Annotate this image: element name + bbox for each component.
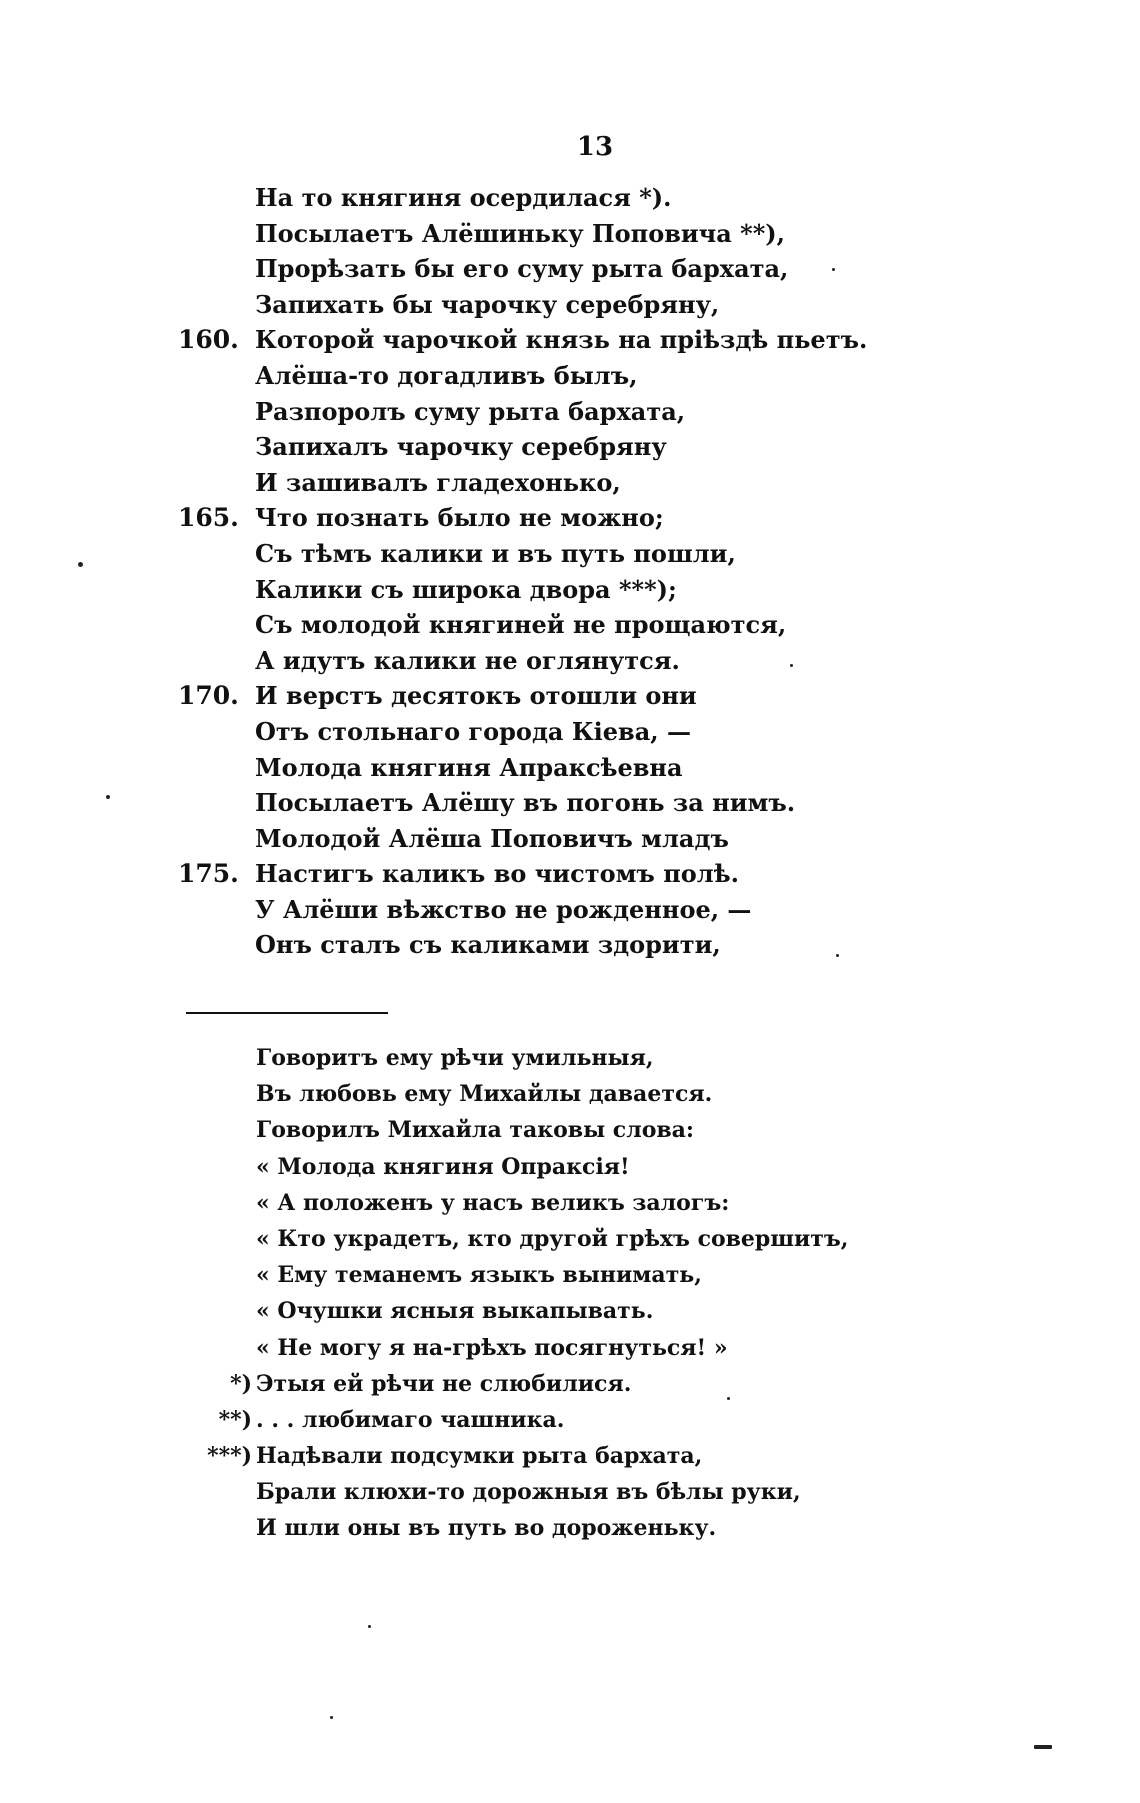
footnote-line — [0, 1366, 1140, 1402]
line-number: 160. — [178, 325, 239, 355]
footnote-text: Брали клюхи-то дорожныя въ бѣлы руки, — [256, 1479, 801, 1506]
scan-speck — [330, 1716, 333, 1719]
verse-line — [0, 216, 1140, 252]
footnote-line — [0, 1257, 1140, 1293]
footnote-mark: **) — [218, 1406, 252, 1433]
verse-text: А идутъ калики не оглянутся. — [255, 645, 680, 675]
verse-line — [0, 927, 1140, 963]
verse-text: Посылаетъ Алёшиньку Поповича **), — [255, 218, 785, 248]
line-number: 170. — [178, 681, 239, 711]
scan-speck — [1034, 1745, 1052, 1749]
footnote-text: « Ему теманемъ языкъ вынимать, — [256, 1262, 702, 1289]
verse-text: Что познать было не можно; — [255, 503, 664, 533]
footnote-text: Говоритъ ему рѣчи умильныя, — [256, 1045, 654, 1071]
verse-line — [0, 750, 1140, 786]
verse-text: Съ молодой княгиней не прощаются, — [255, 610, 787, 640]
verse-line — [0, 536, 1140, 572]
verse-text: Калики съ широка двора ***); — [255, 574, 677, 604]
verse-text: И верстъ десятокъ отошли они — [255, 681, 697, 711]
line-number: 165. — [178, 503, 239, 533]
footnote-text: « Очушки ясныя выкапывать. — [256, 1298, 654, 1325]
footnote-line — [0, 1185, 1140, 1221]
verse-text: Разпоролъ суму рыта бархата, — [255, 396, 686, 426]
line-number: 175. — [178, 859, 239, 889]
verse-line — [0, 714, 1140, 750]
verse-text: Настигъ каликъ во чистомъ полѣ. — [255, 859, 739, 889]
footnote-line — [0, 1438, 1140, 1474]
verse-text: Онъ сталъ съ каликами здорити, — [255, 930, 721, 960]
verse-line — [0, 856, 1140, 892]
scan-speck — [790, 664, 793, 667]
footnote-line — [0, 1112, 1140, 1148]
verse-text: Молодой Алёша Поповичъ младъ — [255, 823, 729, 853]
footnote-divider — [186, 1012, 388, 1014]
footnote-text: Надѣвали подсумки рыта бархата, — [256, 1443, 703, 1470]
verse-line — [0, 287, 1140, 323]
verse-text: У Алёши вѣжство не рожденное, — — [255, 894, 752, 924]
verse-line — [0, 892, 1140, 928]
verse-line — [0, 322, 1140, 358]
footnote-line — [0, 1330, 1140, 1366]
verse-text: Съ тѣмъ калики и въ путь пошли, — [255, 538, 736, 568]
verse-line — [0, 429, 1140, 465]
footnote-text: Въ любовь ему Михайлы давается. — [256, 1081, 713, 1108]
verse-line — [0, 607, 1140, 643]
footnote-line — [0, 1510, 1140, 1546]
footnote-line — [0, 1149, 1140, 1185]
verse-line — [0, 678, 1140, 714]
page-number: 13 — [576, 132, 614, 162]
verse-text: Запихать бы чарочку серебряну, — [255, 289, 720, 319]
verse-text: Молода княгиня Апраксѣевна — [255, 752, 683, 782]
footnote-text: И шли оны въ путь во дороженьку. — [256, 1515, 717, 1542]
scan-speck — [78, 562, 83, 567]
verse-block — [0, 180, 1140, 963]
verse-text: Алёша-то догадливъ былъ, — [255, 360, 638, 390]
verse-text: И зашивалъ гладехонько, — [255, 467, 621, 497]
verse-line — [0, 251, 1140, 287]
footnote-text: « А положенъ у насъ великъ залогъ: — [256, 1189, 730, 1216]
verse-text: Которой чарочкой князь на прiѣздѣ пьетъ. — [255, 325, 868, 355]
verse-line — [0, 465, 1140, 501]
verse-line — [0, 358, 1140, 394]
footnote-line — [0, 1076, 1140, 1112]
verse-line — [0, 643, 1140, 679]
verse-line — [0, 500, 1140, 536]
footnote-text: . . . любимаго чашника. — [256, 1406, 565, 1433]
verse-line — [0, 394, 1140, 430]
scan-speck — [727, 1397, 730, 1400]
footnote-line — [0, 1474, 1140, 1510]
verse-text: Отъ стольнаго города Кiева, — — [255, 716, 691, 746]
footnote-line — [0, 1293, 1140, 1329]
footnote-line — [0, 1221, 1140, 1257]
footnotes-block — [0, 1040, 1140, 1547]
footnote-mark: *) — [230, 1370, 252, 1397]
verse-line — [0, 572, 1140, 608]
verse-text: Запихалъ чарочку серебряну — [255, 432, 667, 462]
footnote-mark: ***) — [207, 1443, 252, 1470]
verse-text: Посылаетъ Алёшу въ погонь за нимъ. — [255, 788, 796, 818]
footnote-line — [0, 1402, 1140, 1438]
scan-speck — [106, 795, 110, 799]
verse-line — [0, 821, 1140, 857]
verse-line — [0, 785, 1140, 821]
verse-text: Прорѣзать бы его суму рыта бархата, — [255, 254, 789, 284]
footnote-text: « Молода княгиня Опраксiя! — [256, 1153, 630, 1180]
footnote-text: Этыя ей рѣчи не слюбилися. — [256, 1370, 632, 1397]
footnote-text: « Кто украдетъ, кто другой грѣхъ совершитъ, — [256, 1225, 849, 1252]
footnote-line — [0, 1040, 1140, 1076]
footnote-text: « Не могу я на-грѣхъ посягнуться! » — [256, 1334, 728, 1361]
scan-speck — [832, 268, 835, 271]
scan-speck — [836, 954, 839, 957]
scan-speck — [368, 1625, 371, 1628]
verse-text: На то княгиня осердилася *). — [255, 183, 672, 212]
footnote-text: Говорилъ Михайла таковы слова: — [256, 1117, 695, 1144]
verse-line — [0, 180, 1140, 216]
